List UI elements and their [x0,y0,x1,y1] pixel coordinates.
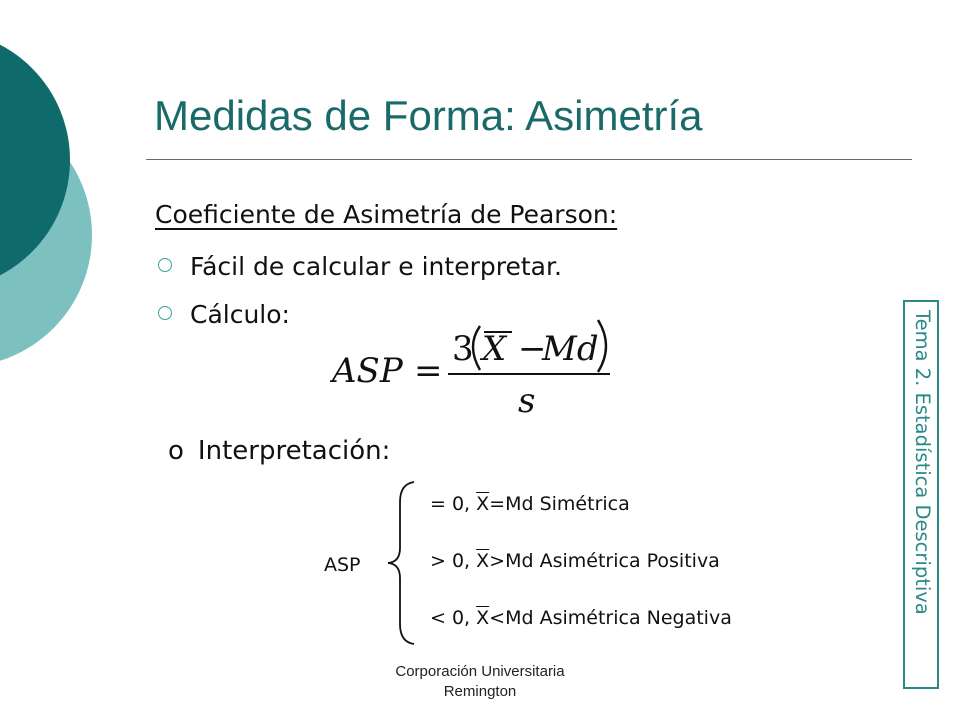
formula-minus: − [518,329,547,369]
formula-xbar: X [482,329,507,369]
title-divider [146,159,912,160]
slide-title: Medidas de Forma: Asimetría [154,92,703,139]
case-negative [430,607,732,629]
case-prefix: = 0, [430,493,477,515]
footer [360,662,600,702]
asp-label: ASP [324,554,361,576]
circle-bullet-icon [158,306,172,320]
formula-lhs: ASP [332,351,403,391]
case-positive [430,550,720,572]
footer-line-1: Corporación Universitaria [395,663,565,680]
case-relation: >Md Asimétrica Positiva [489,550,720,572]
case-xbar: $\overline{X}$ [476,493,490,515]
section-subtitle: Coeficiente de Asimetría de Pearson: [155,200,618,229]
formula-coefficient: 3 [452,329,474,369]
case-prefix: > 0, [430,550,477,572]
circle-bullet-icon [158,258,172,272]
case-relation: =Md Simétrica [489,493,630,515]
side-topic-label: Tema 2. Estadística Descriptiva [911,310,934,615]
interpretation-heading [168,436,390,466]
footer-line-2: Remington [443,683,517,700]
left-brace-icon [382,478,422,648]
formula-denominator: s [518,381,536,421]
formula-median: Md [542,329,599,369]
bullet-item [158,300,290,329]
left-paren-icon [473,326,480,370]
case-xbar: $\overline{X}$ [476,550,490,572]
right-paren-icon [598,320,606,372]
case-relation: <Md Asimétrica Negativa [489,607,732,629]
bullet-text: Fácil de calcular e interpretar. [190,252,562,281]
side-topic-box [903,300,939,689]
case-prefix: < 0, [430,607,477,629]
pearson-formula [330,312,630,422]
formula-equals: = [414,351,443,391]
case-xbar: $\overline{X}$ [476,607,490,629]
bullet-item [158,252,562,281]
interpretation-text: Interpretación: [197,436,391,466]
o-bullet: o [168,436,184,466]
bullet-text: Cálculo: [190,300,290,329]
case-symmetric [430,493,630,515]
decorative-circles [0,0,120,400]
